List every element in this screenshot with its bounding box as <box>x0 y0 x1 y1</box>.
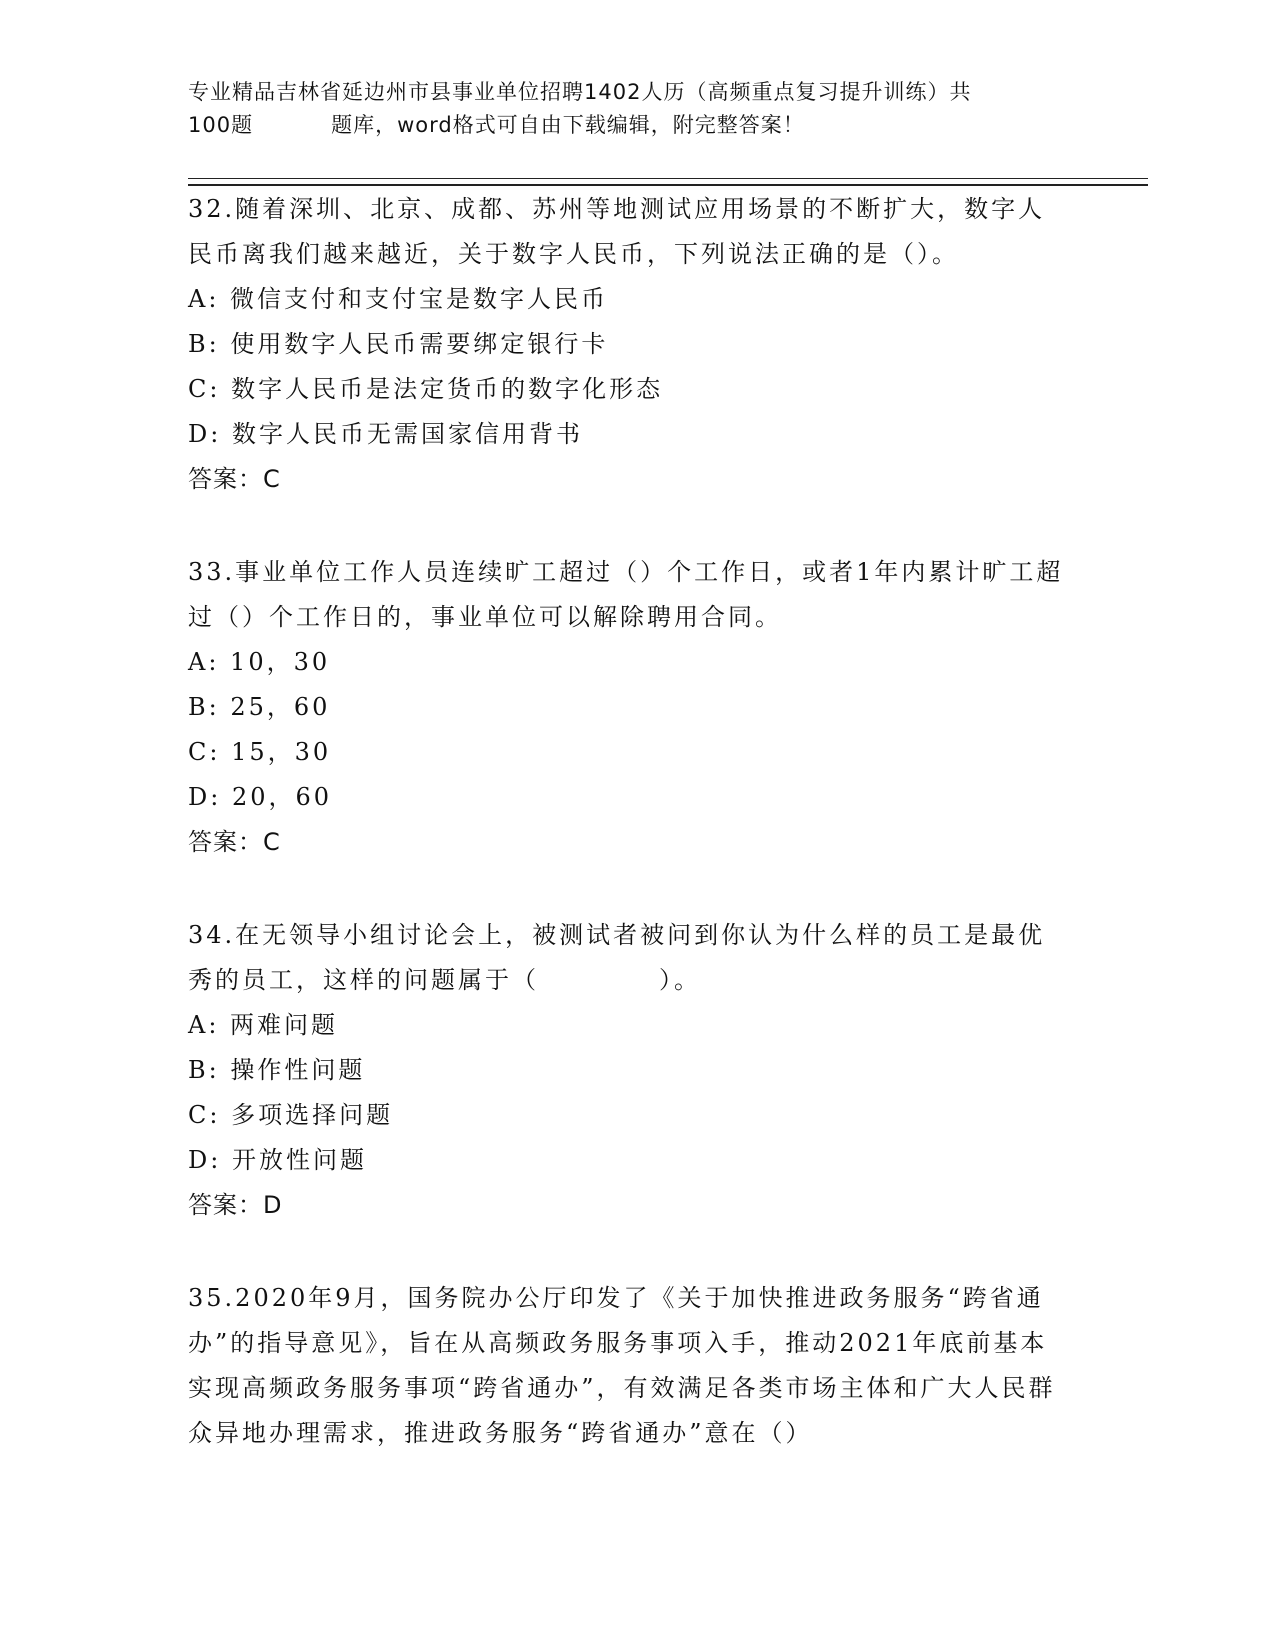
page-header <box>188 76 1088 142</box>
question-stem: 32.随着深圳、北京、成都、苏州等地测试应用场景的不断扩大，数字人民币离我们越来越近，关于数字人民币，下列说法正确的是（）。 <box>188 195 1046 268</box>
answer: 答案：D <box>188 1191 283 1219</box>
option-c: C: 数字人民币是法定货币的数字化形态 <box>188 375 664 403</box>
header-line-2 <box>188 109 1088 142</box>
option-c: C: 多项选择问题 <box>188 1101 394 1129</box>
option-a: A: 微信支付和支付宝是数字人民币 <box>188 285 609 313</box>
option-b: B: 使用数字人民币需要绑定银行卡 <box>188 330 609 358</box>
question-33 <box>188 550 1068 865</box>
option-b: B: 25，60 <box>188 693 331 721</box>
answer: 答案：C <box>188 465 281 493</box>
question-34 <box>188 913 1068 1228</box>
answer: 答案：C <box>188 828 281 856</box>
header-question-count: 100题 <box>188 113 254 137</box>
question-stem-text: 34.在无领导小组讨论会上，被测试者被问到你认为什么样的员工是最优秀的员工，这样的问题属于（ <box>188 921 1046 994</box>
question-35 <box>188 1276 1068 1456</box>
option-d: D: 20，60 <box>188 783 333 811</box>
option-d: D: 开放性问题 <box>188 1146 367 1174</box>
question-stem: 33.事业单位工作人员连续旷工超过（）个工作日，或者1年内累计旷工超过（）个工作日的，事业单位可以解除聘用合同。 <box>188 558 1064 631</box>
option-d: D: 数字人民币无需国家信用背书 <box>188 420 583 448</box>
header-divider <box>188 178 1148 186</box>
option-a: A: 10，30 <box>188 648 331 676</box>
option-a: A: 两难问题 <box>188 1011 339 1039</box>
question-32 <box>188 187 1068 502</box>
question-stem <box>188 913 1068 1003</box>
header-description: 题库，word格式可自由下载编辑，附完整答案！ <box>331 113 805 137</box>
question-stem: 35.2020年9月，国务院办公厅印发了《关于加快推进政务服务“跨省通办”的指导意见》，旨在从高频政务服务事项入手，推动2021年底前基本实现高频政务服务事项“跨省通办”，有效满足各类市场主体和广大人民群众异地办理需求，推进政务服务“跨省通办”意在（） <box>188 1284 1056 1447</box>
option-c: C: 15，30 <box>188 738 332 766</box>
question-stem-end: ）。 <box>659 966 701 994</box>
header-line-1: 专业精品吉林省延边州市县事业单位招聘1402人历（高频重点复习提升训练）共 <box>188 80 972 104</box>
option-b: B: 操作性问题 <box>188 1056 366 1084</box>
